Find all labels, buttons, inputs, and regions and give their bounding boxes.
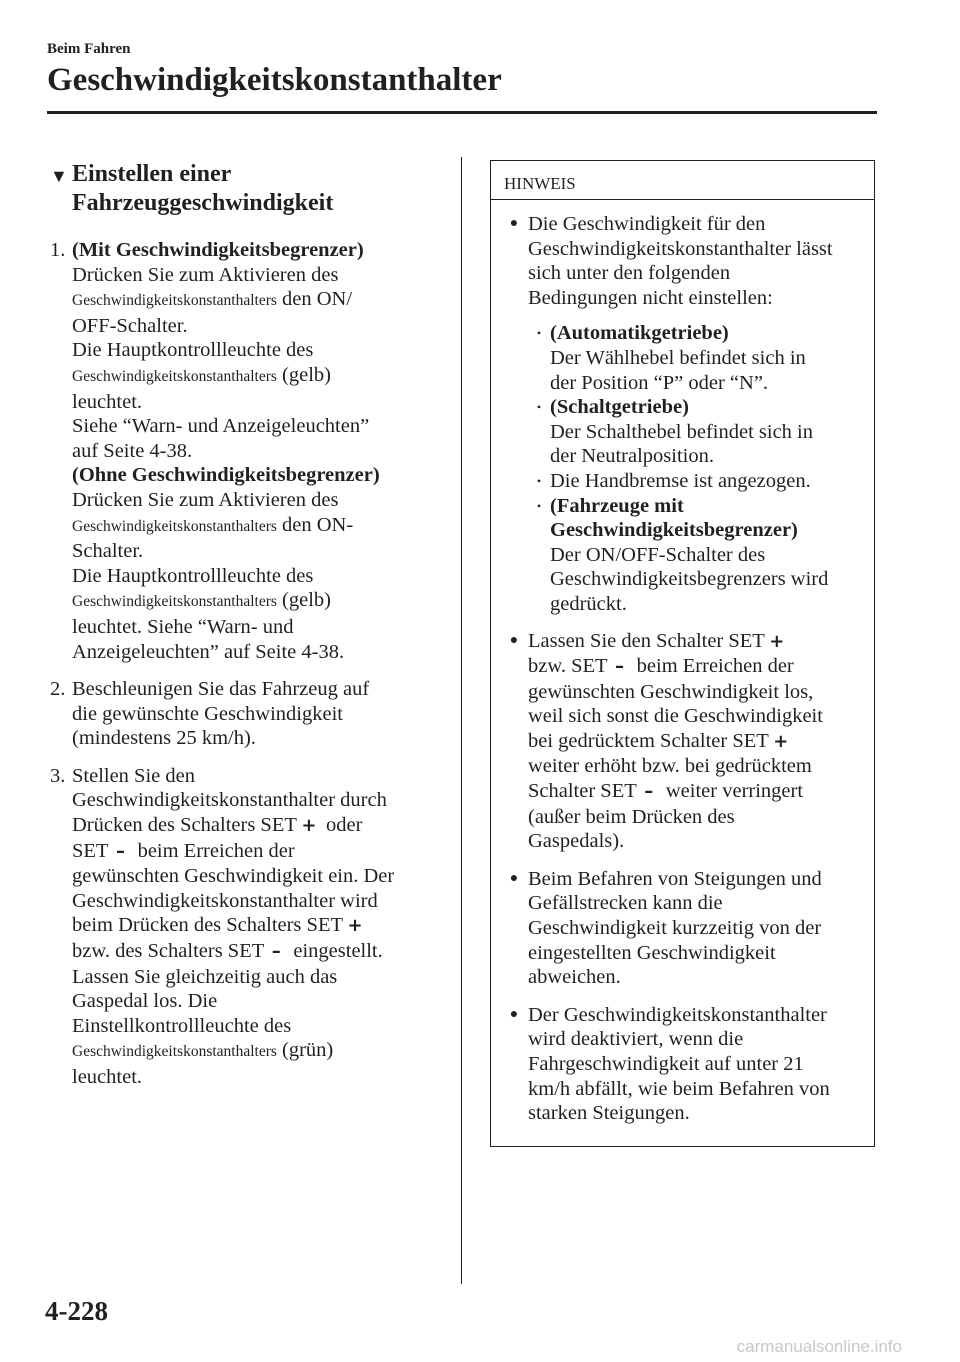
subheading-line: Fahrzeuggeschwindigkeit xyxy=(72,190,334,216)
note-text: Der Wählhebel befindet sich in xyxy=(550,346,806,369)
step-text: (mindestens 25 km/h). xyxy=(72,727,256,750)
note-text: starken Steigungen. xyxy=(528,1102,690,1125)
note-text: abweichen. xyxy=(528,966,621,989)
page-header xyxy=(47,40,877,100)
note-sublist xyxy=(528,321,864,616)
note-text: km/h abfällt, wie beim Befahren von xyxy=(528,1077,830,1100)
note-title: HINWEIS xyxy=(504,174,576,193)
step-text: Gaspedal los. Die xyxy=(72,990,218,1013)
note-text: Geschwindigkeit kurzzeitig von der xyxy=(528,917,822,940)
step-text: Lassen Sie gleichzeitig auch das xyxy=(72,965,338,988)
note-box xyxy=(490,160,875,1147)
minus-icon: – xyxy=(644,781,654,803)
step-number: 3. xyxy=(50,764,66,787)
step-text: Einstellkontrollleuchte des xyxy=(72,1014,292,1037)
step-text: Geschwindigkeitskonstanthalters (gelb) xyxy=(72,363,331,386)
step-text: Anzeigeleuchten” auf Seite 4-38. xyxy=(72,640,345,663)
note-text: Die Handbremse ist angezogen. xyxy=(550,469,811,492)
down-triangle-icon: ▼ xyxy=(50,166,68,186)
step-1 xyxy=(50,238,450,664)
step-text: leuchtet. xyxy=(72,390,143,413)
subbullet-icon: • xyxy=(536,400,542,415)
subbullet-icon: • xyxy=(536,498,542,513)
note-text: Der Schalthebel befindet sich in xyxy=(550,420,813,443)
note-subbullet xyxy=(528,395,864,469)
step-text: Die Hauptkontrollleuchte des xyxy=(72,564,314,587)
header-rule xyxy=(47,111,877,114)
step-text: Schalter. xyxy=(72,540,144,563)
note-text: Geschwindigkeitsbegrenzers wird xyxy=(550,568,829,591)
note-text: (Automatikgetriebe) xyxy=(550,322,729,345)
subheading xyxy=(50,160,450,218)
step-text: Geschwindigkeitskonstanthalter durch xyxy=(72,789,387,812)
step-text: auf Seite 4-38. xyxy=(72,439,193,462)
minus-icon: – xyxy=(271,941,281,963)
step-text: (Mit Geschwindigkeitsbegrenzer) xyxy=(72,239,364,261)
note-text: der Position “P” oder “N”. xyxy=(550,371,769,394)
note-text: weiter erhöht bzw. bei gedrücktem xyxy=(528,755,812,778)
bullet-icon: ● xyxy=(509,216,519,231)
step-text: Geschwindigkeitskonstanthalters (grün) xyxy=(72,1039,334,1062)
step-text: beim Drücken des Schalters SET + xyxy=(72,913,450,939)
step-text: Beschleunigen Sie das Fahrzeug auf xyxy=(72,678,370,701)
note-text: bzw. SET – beim Erreichen der xyxy=(528,654,864,680)
note-bullet xyxy=(500,629,864,854)
note-subbullet xyxy=(528,469,864,494)
note-text: Geschwindigkeitsbegrenzer) xyxy=(550,519,798,542)
step-text: Geschwindigkeitskonstanthalters den ON/ xyxy=(72,288,353,311)
step-text: leuchtet. Siehe “Warn- und xyxy=(72,615,294,638)
note-text: (Schaltgetriebe) xyxy=(550,396,689,419)
note-text: Gaspedals). xyxy=(528,830,625,853)
note-bullet xyxy=(500,212,864,310)
section-label: Beim Fahren xyxy=(47,41,131,57)
note-bullet xyxy=(500,867,864,990)
page-number: 4-228 xyxy=(45,1296,108,1326)
subbullet-icon: • xyxy=(536,326,542,341)
chapter-title: Geschwindigkeitskonstanthalter xyxy=(47,62,502,98)
column-divider xyxy=(461,157,462,1284)
note-text: Die Geschwindigkeit für den xyxy=(528,213,766,235)
subheading-line: Einstellen einer xyxy=(72,161,232,187)
note-text: (Fahrzeuge mit xyxy=(550,494,684,517)
step-text: Drücken des Schalters SET + oder xyxy=(72,813,450,839)
note-subbullet xyxy=(528,321,864,395)
note-text: Lassen Sie den Schalter SET + xyxy=(528,629,864,655)
step-text: gewünschten Geschwindigkeit ein. Der xyxy=(72,865,395,888)
plus-icon: + xyxy=(773,730,789,752)
note-text: (außer beim Drücken des xyxy=(528,805,735,828)
note-text: weil sich sonst die Geschwindigkeit xyxy=(528,705,823,728)
note-text: Fahrgeschwindigkeit auf unter 21 xyxy=(528,1053,804,1075)
note-text: Bedingungen nicht einstellen: xyxy=(528,286,773,309)
bullet-icon: ● xyxy=(509,1006,519,1022)
left-column xyxy=(50,160,450,1103)
note-text: Schalter SET – weiter verringert xyxy=(528,779,864,805)
step-text: leuchtet. xyxy=(72,1066,143,1088)
note-bullet xyxy=(500,1003,864,1126)
note-text: Geschwindigkeitskonstanthalter lässt xyxy=(528,237,833,260)
note-text: Der ON/OFF-Schalter des xyxy=(550,543,766,566)
step-text: Die Hauptkontrollleuchte des xyxy=(72,339,314,362)
step-number: 1. xyxy=(50,239,66,261)
step-3 xyxy=(50,764,450,1090)
step-text: bzw. des Schalters SET – eingestellt. xyxy=(72,939,450,965)
step-text: Stellen Sie den xyxy=(72,764,195,787)
step-text: (Ohne Geschwindigkeitsbegrenzer) xyxy=(72,464,380,487)
minus-icon: – xyxy=(115,840,125,862)
watermark: carmanualsonline.info xyxy=(736,1337,902,1356)
step-text: Drücken Sie zum Aktivieren des xyxy=(72,488,339,511)
note-text: der Neutralposition. xyxy=(550,445,714,468)
note-text: eingestellten Geschwindigkeit xyxy=(528,941,776,964)
step-text: die gewünschte Geschwindigkeit xyxy=(72,702,343,725)
step-text: Geschwindigkeitskonstanthalters den ON- xyxy=(72,513,354,536)
note-text: gewünschten Geschwindigkeit los, xyxy=(528,680,814,703)
note-text: bei gedrücktem Schalter SET + xyxy=(528,729,864,755)
note-text: Beim Befahren von Steigungen und xyxy=(528,867,822,890)
step-text: SET – beim Erreichen der xyxy=(72,839,450,865)
note-text: sich unter den folgenden xyxy=(528,262,731,285)
step-text: Geschwindigkeitskonstanthalters (gelb) xyxy=(72,589,331,612)
note-subbullet xyxy=(528,494,864,617)
note-text: wird deaktiviert, wenn die xyxy=(528,1028,744,1051)
bullet-icon: ● xyxy=(509,632,519,648)
step-text: OFF-Schalter. xyxy=(72,314,188,337)
plus-icon: + xyxy=(769,630,785,652)
subbullet-icon: • xyxy=(536,473,542,488)
step-text: Geschwindigkeitskonstanthalter wird xyxy=(72,889,378,912)
step-number: 2. xyxy=(50,678,66,701)
minus-icon: – xyxy=(615,656,625,678)
plus-icon: + xyxy=(301,815,317,837)
note-text: Gefällstrecken kann die xyxy=(528,892,723,915)
step-text: Drücken Sie zum Aktivieren des xyxy=(72,263,339,286)
note-text: Der Geschwindigkeitskonstanthalter xyxy=(528,1003,827,1026)
note-text: gedrückt. xyxy=(550,592,627,615)
step-text: Siehe “Warn- und Anzeigeleuchten” xyxy=(72,415,370,438)
step-2 xyxy=(50,677,450,751)
plus-icon: + xyxy=(347,915,363,937)
bullet-icon: ● xyxy=(509,870,519,886)
